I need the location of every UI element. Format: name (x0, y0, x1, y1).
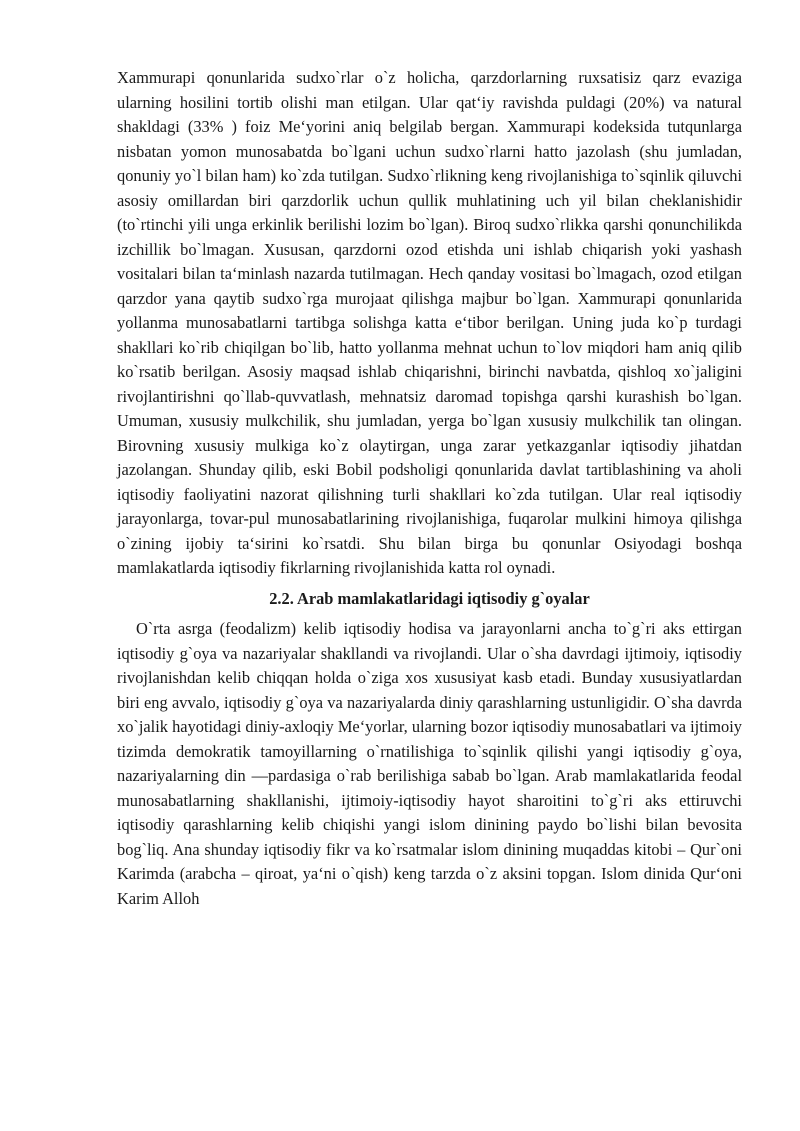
section-heading: 2.2. Arab mamlakatlaridagi iqtisodiy g`oyalar (269, 588, 590, 608)
body-paragraph-2: O`rta asrga (feodalizm) kelib iqtisodiy hodisa va jarayonlarni ancha to`g`ri aks ettirgan iqtisodiy g`oya va nazariyalar shakllandi va rivojlandi. Ular o`sha davrdagi ijtimoiy, iqtisodiy rivojlanishdan kelib chiqqan holda o`ziga xos xususiyat kasb etadi. Bunday xususiyatlardan biri eng avvalo, iqtisodiy g`oya va nazariyalarda diniy qarashlarning ustunligidir. O`sha davrda xo`jalik hayotidagi diniy-axloqiy Me‘yorlar, ularning bozor iqtisodiy munosabatlari va ijtimoiy tizimda demokratik tamoyillarning o`rnatilishiga to`sqinlik qilishi yangi iqtisodiy g`oya, nazariyalarning din —pardasiga o`rab berilishiga sabab bo`lgan. Arab mamlakatlarida feodal munosabatlarning shakllanishi, ijtimoiy-iqtisodiy hayot sharoitini to`g`ri aks ettiruvchi iqtisodiy qarashlarning kelib chiqishi yangi islom dinining paydo bo`lishi bilan bevosita bog`liq. Ana shunday iqtisodiy fikr va ko`rsatmalar islom dinining muqaddas kitobi – Qur`oni Karimda (arabcha – qiroat, ya‘ni o`qish) keng tarzda o`z aksini topgan. Islom dinida Qur‘oni Karim Alloh (117, 619, 742, 908)
body-paragraph-1: Xammurapi qonunlarida sudxo`rlar o`z holicha, qarzdorlarning ruxsatisiz qarz evaziga ularning hosilini tortib olishi man etilgan. Ular qat‘iy ravishda puldagi (20%) va natural shakldagi (33% ) foiz Me‘yorini aniq belgilab bergan. Xammurapi kodeksida tutqunlarga nisbatan yomon munosabatda bo`lgani uchun sudxo`rlarni hatto jazolash (shu jumladan, qonuniy yo`l bilan ham) ko`zda tutilgan. Sudxo`rlikning keng rivojlanishiga to`sqinlik qiluvchi asosiy omillardan biri qarzdorlik uchun qullik muhlatining uch yil bilan cheklanishidir (to`rtinchi yili unga erkinlik berilishi lozim bo`lgan). Biroq sudxo`rlikka qarshi qonunchilikda izchillik bo`lmagan. Xususan, qarzdorni ozod etishda uni ishlab chiqarish yoki yashash vositalari bilan ta‘minlash nazarda tutilmagan. Hech qanday vositasi bo`lmagach, ozod etilgan qarzdor yana qaytib sudxo`rga murojaat qilishga majbur bo`lgan. Xammurapi qonunlarida yollanma munosabatlarni tartibga solishga katta e‘tibor berilgan. Uning juda ko`p turdagi shakllari ko`rib chiqilgan bo`lib, hatto yollanma mehnat uchun to`lov miqdori ham aniq qilib ko`rsatib berilgan. Asosiy maqsad ishlab chiqarishni, birinchi navbatda, qishloq xo`jaligini rivojlantirishni qo`llab-quvvatlash, mehnatsiz daromad topishga qarshi kurashish bo`lgan. Umuman, xususiy mulkchilik, shu jumladan, yerga bo`lgan xususiy mulkchilik tan olingan. Birovning xususiy mulkiga ko`z olaytirgan, unga zarar yetkazganlar iqtisodiy jihatdan jazolangan. Shunday qilib, eski Bobil podsholigi qonunlarida davlat tartiblashining va aholi iqtisodiy faoliyatini nazorat qilishning turli shakllari ko`zda tutilgan. Ular real iqtisodiy jarayonlarga, tovar-pul munosabatlarining rivojlanishiga, fuqarolar mulkini himoya qilishga o`zining ijobiy ta‘sirini ko`rsatdi. Shu bilan birga bu qonunlar Osiyodagi boshqa mamlakatlarda iqtisodiy fikrlarning rivojlanishida katta rol oynadi. (117, 68, 742, 577)
